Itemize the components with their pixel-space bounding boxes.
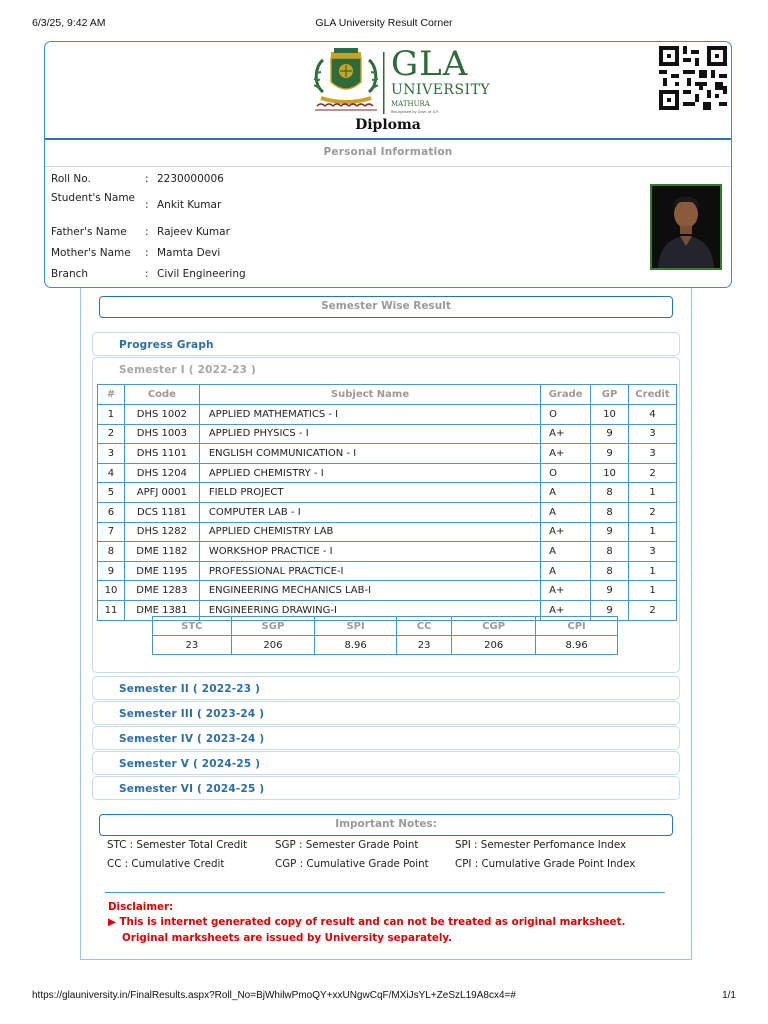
cell-grade: O — [541, 463, 591, 483]
note-cc: CC : Cumulative Credit — [107, 858, 225, 870]
summary-header-cc: CC — [397, 617, 452, 636]
cell-code: DHS 1101 — [124, 444, 199, 464]
semester-wise-result-header: Semester Wise Result — [99, 296, 673, 318]
info-value: Civil Engineering — [157, 268, 246, 280]
cell-credit: 1 — [629, 483, 677, 503]
col-header-index: # — [98, 385, 125, 405]
cell-subject: COMPUTER LAB - I — [199, 502, 540, 522]
col-header-code: Code — [124, 385, 199, 405]
info-colon: : — [145, 199, 149, 211]
info-label: Student's Name — [51, 192, 136, 204]
cell-code: DME 1182 — [124, 542, 199, 562]
cell-code: DME 1195 — [124, 561, 199, 581]
cell-code: DME 1283 — [124, 581, 199, 601]
cell-gp: 9 — [591, 444, 629, 464]
info-colon: : — [145, 226, 149, 238]
print-page-number: 1/1 — [722, 990, 736, 1001]
semester-6-toggle[interactable] — [92, 776, 680, 800]
cell-credit: 3 — [629, 424, 677, 444]
col-header-subject: Subject Name — [199, 385, 540, 405]
cell-code: DCS 1181 — [124, 502, 199, 522]
important-notes-header: Important Notes: — [99, 814, 673, 836]
cell-grade: A — [541, 542, 591, 562]
cell-subject: APPLIED MATHEMATICS - I — [199, 405, 540, 425]
results-table-body — [98, 405, 677, 621]
table-row — [98, 483, 677, 503]
cell-subject: WORKSHOP PRACTICE - I — [199, 542, 540, 562]
print-header — [32, 17, 736, 31]
semester-1-summary-table — [152, 616, 618, 655]
info-value: Rajeev Kumar — [157, 226, 230, 238]
cell-index: 8 — [98, 542, 125, 562]
info-colon: : — [145, 247, 149, 259]
disclaimer-title: Disclaimer: — [108, 901, 174, 913]
info-value: Mamta Devi — [157, 247, 221, 259]
summary-header-sgp: SGP — [231, 617, 315, 636]
semester-4-toggle[interactable] — [92, 726, 680, 750]
semester-1-results-table — [97, 384, 677, 621]
cell-grade: A — [541, 561, 591, 581]
notes-divider — [105, 892, 665, 893]
cell-grade: A+ — [541, 444, 591, 464]
print-page-title: GLA University Result Corner — [315, 17, 453, 29]
student-photo-icon — [652, 186, 720, 268]
cell-code: DHS 1282 — [124, 522, 199, 542]
table-row — [98, 561, 677, 581]
info-value: 2230000006 — [157, 173, 224, 185]
cell-index: 1 — [98, 405, 125, 425]
summary-header-stc: STC — [153, 617, 232, 636]
print-footer — [32, 990, 736, 1004]
cell-index: 2 — [98, 424, 125, 444]
summary-value-cc: 23 — [397, 636, 452, 655]
personal-info-divider — [45, 166, 731, 167]
cell-index: 3 — [98, 444, 125, 464]
col-header-credit: Credit — [629, 385, 677, 405]
cell-subject: APPLIED CHEMISTRY LAB — [199, 522, 540, 542]
semester-5-toggle[interactable] — [92, 751, 680, 775]
info-colon: : — [145, 173, 149, 185]
semester-2-toggle[interactable] — [92, 676, 680, 700]
cell-grade: A — [541, 502, 591, 522]
disclaimer-line-1: ▶ This is internet generated copy of result and can not be treated as original marksheet. — [108, 916, 626, 928]
note-spi: SPI : Semester Perfomance Index — [455, 839, 627, 851]
cell-gp: 9 — [591, 600, 629, 620]
note-sgp: SGP : Semester Grade Point — [275, 839, 419, 851]
note-stc: STC : Semester Total Credit — [107, 839, 248, 851]
cell-credit: 2 — [629, 600, 677, 620]
summary-header-spi: SPI — [315, 617, 397, 636]
summary-value-stc: 23 — [153, 636, 232, 655]
col-header-gp: GP — [591, 385, 629, 405]
semester-3-toggle[interactable] — [92, 701, 680, 725]
cell-credit: 3 — [629, 444, 677, 464]
table-row — [98, 405, 677, 425]
cell-subject: PROFESSIONAL PRACTICE-I — [199, 561, 540, 581]
progress-graph-label: Progress Graph — [119, 339, 214, 351]
print-datetime: 6/3/25, 9:42 AM — [32, 17, 106, 29]
cell-gp: 10 — [591, 463, 629, 483]
semester-4-label: Semester IV ( 2023-24 ) — [119, 733, 265, 745]
table-row — [98, 463, 677, 483]
cell-grade: A+ — [541, 581, 591, 601]
student-info-card — [44, 41, 732, 288]
cell-grade: A — [541, 483, 591, 503]
cell-gp: 9 — [591, 424, 629, 444]
semester-3-label: Semester III ( 2023-24 ) — [119, 708, 265, 720]
personal-info-title: Personal Information — [323, 146, 453, 158]
qr-code-icon — [659, 46, 727, 110]
table-row — [98, 581, 677, 601]
summary-value-row — [153, 636, 618, 655]
info-label: Branch — [51, 268, 89, 280]
info-label: Father's Name — [51, 226, 127, 238]
info-label: Mother's Name — [51, 247, 131, 259]
cell-index: 10 — [98, 581, 125, 601]
table-row — [98, 522, 677, 542]
col-header-grade: Grade — [541, 385, 591, 405]
note-cpi: CPI : Cumulative Grade Point Index — [455, 858, 636, 870]
cell-credit: 1 — [629, 581, 677, 601]
cell-index: 5 — [98, 483, 125, 503]
cell-subject: ENGLISH COMMUNICATION - I — [199, 444, 540, 464]
university-logo — [309, 44, 491, 118]
info-value: Ankit Kumar — [157, 199, 222, 211]
cell-code: APFJ 0001 — [124, 483, 199, 503]
summary-value-cpi: 8.96 — [536, 636, 618, 655]
summary-header-row — [153, 617, 618, 636]
cell-grade: A+ — [541, 600, 591, 620]
semester-1-panel — [92, 357, 680, 673]
cell-credit: 2 — [629, 463, 677, 483]
summary-header-cgp: CGP — [452, 617, 536, 636]
cell-subject: APPLIED PHYSICS - I — [199, 424, 540, 444]
cell-gp: 8 — [591, 483, 629, 503]
table-row — [98, 542, 677, 562]
table-header-row — [98, 385, 677, 405]
note-cgp: CGP : Cumulative Grade Point — [275, 858, 429, 870]
summary-value-spi: 8.96 — [315, 636, 397, 655]
summary-value-cgp: 206 — [452, 636, 536, 655]
cell-code: DME 1381 — [124, 600, 199, 620]
cell-index: 4 — [98, 463, 125, 483]
qr-code — [659, 46, 727, 110]
cell-grade: A+ — [541, 522, 591, 542]
cell-subject: ENGINEERING MECHANICS LAB-I — [199, 581, 540, 601]
cell-credit: 2 — [629, 502, 677, 522]
print-url: https://glauniversity.in/FinalResults.aspx?Roll_No=BjWhilwPmoQY+xxUNgwCqF/MXiJsYL+ZeSzL19A8cx4=# — [32, 990, 516, 1001]
header-divider — [45, 138, 731, 140]
cell-index: 11 — [98, 600, 125, 620]
document-type-title: Diploma — [355, 117, 421, 133]
cell-subject: APPLIED CHEMISTRY - I — [199, 463, 540, 483]
cell-grade: O — [541, 405, 591, 425]
logo-city-text: MATHURA — [391, 100, 430, 108]
cell-index: 6 — [98, 502, 125, 522]
cell-credit: 3 — [629, 542, 677, 562]
cell-gp: 8 — [591, 502, 629, 522]
table-row — [98, 502, 677, 522]
cell-credit: 1 — [629, 522, 677, 542]
disclaimer-line-2: Original marksheets are issued by University separately. — [122, 932, 453, 944]
cell-grade: A+ — [541, 424, 591, 444]
cell-gp: 9 — [591, 581, 629, 601]
summary-header-cpi: CPI — [536, 617, 618, 636]
summary-value-sgp: 206 — [231, 636, 315, 655]
semester-2-label: Semester II ( 2022-23 ) — [119, 683, 261, 695]
logo-university-text: UNIVERSITY — [391, 82, 491, 98]
logo-tagline-text: Recognised by Govt. of U.P. — [391, 110, 439, 114]
cell-gp: 10 — [591, 405, 629, 425]
cell-code: DHS 1003 — [124, 424, 199, 444]
cell-index: 9 — [98, 561, 125, 581]
progress-graph-toggle[interactable] — [92, 332, 680, 356]
logo-brand-text: GLA — [391, 44, 469, 84]
semester-1-toggle[interactable]: Semester I ( 2022-23 ) — [119, 364, 257, 376]
cell-code: DHS 1002 — [124, 405, 199, 425]
cell-gp: 8 — [591, 542, 629, 562]
table-row — [98, 424, 677, 444]
cell-code: DHS 1204 — [124, 463, 199, 483]
semester-5-label: Semester V ( 2024-25 ) — [119, 758, 261, 770]
student-photo — [650, 184, 722, 270]
cell-credit: 1 — [629, 561, 677, 581]
result-card — [80, 283, 692, 960]
cell-gp: 8 — [591, 561, 629, 581]
cell-credit: 4 — [629, 405, 677, 425]
cell-subject: FIELD PROJECT — [199, 483, 540, 503]
semester-6-label: Semester VI ( 2024-25 ) — [119, 783, 265, 795]
table-row — [98, 444, 677, 464]
cell-index: 7 — [98, 522, 125, 542]
info-label: Roll No. — [51, 173, 91, 185]
cell-gp: 9 — [591, 522, 629, 542]
cell-subject: ENGINEERING DRAWING-I — [199, 600, 540, 620]
info-colon: : — [145, 268, 149, 280]
